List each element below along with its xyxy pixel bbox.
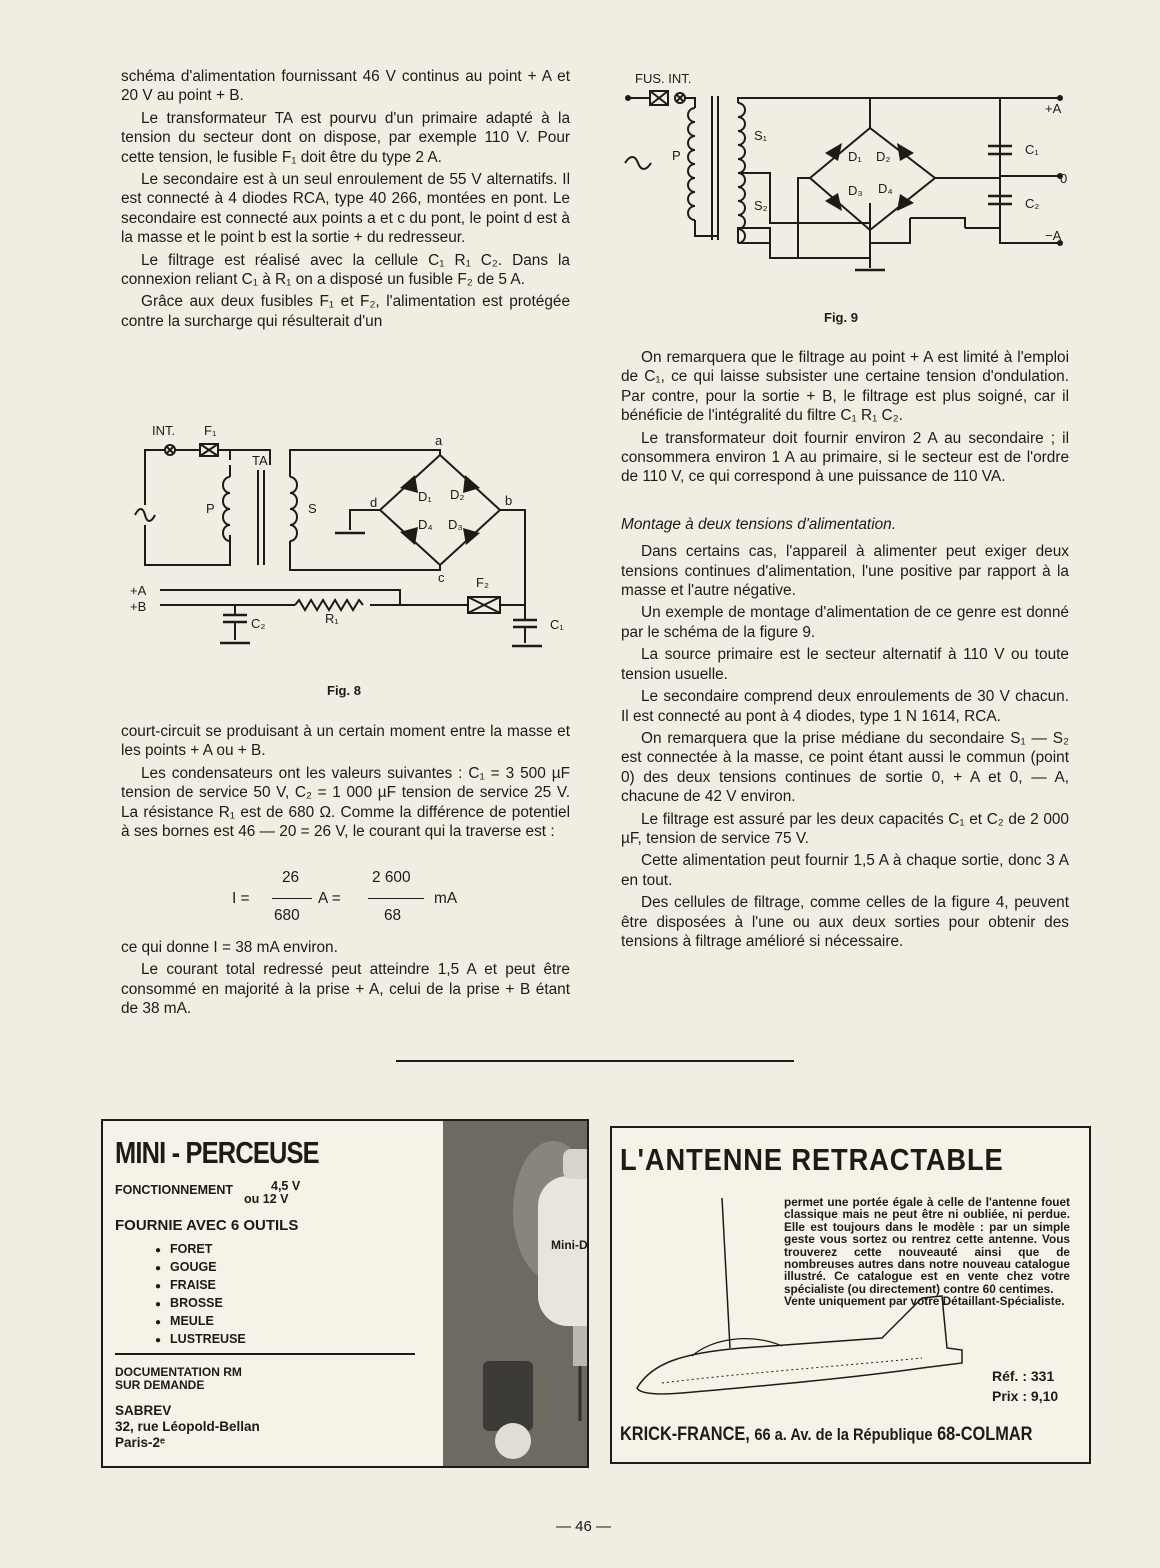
paragraph: Dans certains cas, l'appareil à alimenter peut exiger deux tensions continues d'alimentation, l'une positive par rapport à la masse et l'autre négative. <box>621 543 1069 600</box>
fig8-label-c: c <box>438 570 445 585</box>
fig8-label-plus-b: +B <box>130 599 147 614</box>
ad-right-price <box>992 1366 1058 1406</box>
left-column-top <box>121 67 570 334</box>
formula-num2: 2 600 <box>372 869 411 886</box>
ad-left-divider <box>115 1353 415 1355</box>
fig8-label-int: INT. <box>152 423 176 438</box>
ad-right-title: L'ANTENNE RETRACTABLE <box>620 1142 1004 1177</box>
footer-address: 66 a. Av. de la République <box>754 1425 933 1444</box>
formula-den2: 68 <box>384 907 402 924</box>
fig8-label-d1: D₁ <box>418 489 432 504</box>
paragraph: On remarquera que la prise médiane du secondaire S₁ — S₂ est connectée à la masse, ce point étant aussi le commun (point 0) des deux tensions continues de sortie 0, + A et 0, — A, chacune de 42 V environ. <box>621 729 1069 806</box>
fig9-label-s1: S₁ <box>754 128 768 143</box>
ad-left-addr1: 32, rue Léopold-Bellan <box>115 1419 260 1434</box>
fig8-label-f2: F₂ <box>476 575 489 590</box>
ad-mini-perceuse <box>101 1119 589 1468</box>
ad-antenne-retractable <box>610 1126 1091 1464</box>
footer-city: 68-COLMAR <box>937 1424 1033 1445</box>
right-column <box>621 348 1069 954</box>
ad-left-tools-list <box>155 1241 246 1349</box>
list-item: ● BROSSE <box>155 1295 246 1313</box>
fig9-label-p: P <box>672 148 681 163</box>
current-formula <box>222 867 522 935</box>
paragraph: ce qui donne I = 38 mA environ. <box>121 939 338 956</box>
left-column-end <box>121 938 570 1022</box>
fraction-bar <box>368 898 424 899</box>
paragraph: Le secondaire est à un seul enroulement de 55 V alternatifs. Il est connecté à 4 diodes RCA, type 40 266, montées en pont. Le secondaire est connecté aux points a et c du pont, le point d est à la masse et le point b est la sortie + du redresseur. <box>121 171 570 247</box>
page-number: — 46 — <box>556 1518 612 1535</box>
fig8-caption: Fig. 8 <box>327 683 361 698</box>
ad-left-func-v2: ou 12 V <box>244 1192 289 1206</box>
fig8-label-a: a <box>435 433 443 448</box>
formula-num1: 26 <box>282 869 300 886</box>
fig8-label-d4: D₄ <box>418 517 433 532</box>
figure-8-schematic <box>130 415 570 665</box>
ref-label: Réf. : <box>992 1368 1027 1384</box>
fig9-label-d4: D₄ <box>878 181 893 196</box>
paragraph: Les condensateurs ont les valeurs suivantes : C₁ = 3 500 µF tension de service 50 V, C₂ = 1 000 µF tension de service 25 V. La résistance R₁ est de 680 Ω. Comme la différence de potentiel à ses bornes est 46 — 20 = 26 V, le courant qui la traverse est : <box>121 764 570 841</box>
paragraph: schéma d'alimentation fournissant 46 V continus au point + A et 20 V au point + B. <box>121 68 570 105</box>
fig8-label-p: P <box>206 501 215 516</box>
paragraph: Un exemple de montage d'alimentation de ce genre est donné par le schéma de la figure 9. <box>621 604 1069 641</box>
fig8-label-s: S <box>308 501 317 516</box>
ad-left-addr2: Paris-2ᵉ <box>115 1435 166 1450</box>
fig8-label-d: d <box>370 495 378 510</box>
ad-right-body <box>784 1196 1070 1308</box>
ad-left-doc <box>115 1366 242 1392</box>
section-heading: Montage à deux tensions d'alimentation. <box>621 515 897 533</box>
paragraph: Le transformateur doit fournir environ 2 A au secondaire ; il consommera environ 1 A au primaire, si le secteur est de l'ordre de 110 V, ce qui correspond à une puissance de 110 VA. <box>621 429 1069 486</box>
fig9-label-c1: C₁ <box>1025 142 1039 157</box>
list-item: ● LUSTREUSE <box>155 1331 246 1349</box>
fig9-label-minus-a: −A <box>1045 228 1062 243</box>
paragraph: Des cellules de filtrage, comme celles de la figure 4, peuvent être disposées à l'une ou aux deux sorties pour obtenir des tensions à filtrage amélioré si nécessaire. <box>621 894 1069 950</box>
paragraph: Le secondaire comprend deux enroulements de 30 V chacun. Il est connecté au pont à 4 diodes, type 1 N 1614, RCA. <box>621 688 1069 725</box>
list-item: ● GOUGE <box>155 1259 246 1277</box>
formula-unit1: A = <box>318 890 341 907</box>
fig8-label-r1: R₁ <box>325 611 339 626</box>
list-item: ● MEULE <box>155 1313 246 1331</box>
fig9-label-zero: 0 <box>1060 171 1068 186</box>
paragraph: On remarquera que le filtrage au point + A est limité à l'emploi de C₁, ce qui laisse subsister une certaine tension d'ondulation. Par contre, pour la sortie + B, le filtrage est plus soigné, car il bénéficie de l'intégralité du filtre C₁ R₁ C₂. <box>621 349 1069 425</box>
paragraph: Grâce aux deux fusibles F₁ et F₂, l'alimentation est protégée contre la surcharge qui résulterait d'un <box>121 293 570 330</box>
fig8-label-ta: TA <box>252 453 268 468</box>
fig9-label-s2: S₂ <box>754 198 768 213</box>
prix-value: 9,10 <box>1030 1388 1059 1404</box>
fig9-label-c2: C₂ <box>1025 196 1040 211</box>
ref-value: 331 <box>1030 1368 1055 1384</box>
ad-left-tools-title: FOURNIE AVEC 6 OUTILS <box>115 1217 299 1234</box>
fig9-label-d1: D₁ <box>848 149 862 164</box>
fig9-label-d3: D₃ <box>848 183 863 198</box>
paragraph: Le filtrage est assuré par les deux capacités C₁ et C₂ de 2 000 µF, tension de service 75 V. <box>621 810 1069 847</box>
paragraph: Le transformateur TA est pourvu d'un primaire adapté à la tension du secteur dont on dispose, par exemple 110 V. Pour cette tension, le fusible F₁ doit être du type 2 A. <box>121 109 570 166</box>
formula-lhs: I = <box>232 890 250 907</box>
fig9-caption: Fig. 9 <box>824 310 858 325</box>
ad-left-doc-line2: SUR DEMANDE <box>115 1378 205 1392</box>
fig8-label-c2: C₂ <box>251 616 266 631</box>
ad-left-address <box>115 1403 260 1451</box>
fig8-label-f1: F₁ <box>204 423 217 438</box>
ad-left-doc-line1: DOCUMENTATION RM <box>115 1365 242 1379</box>
fig8-label-d2: D₂ <box>450 487 465 502</box>
paragraph: Le courant total redressé peut atteindre 1,5 A et peut être consommé en majorité à la prise + A, celui de la prise + B étant de 38 mA. <box>121 961 570 1018</box>
figure-9-schematic <box>620 68 1075 303</box>
ad-left-func-v1: 4,5 V <box>271 1179 301 1193</box>
list-item: ● FRAISE <box>155 1277 246 1295</box>
ad-left-func-label: FONCTIONNEMENT <box>115 1183 234 1197</box>
prix-label: Prix : <box>992 1388 1028 1404</box>
section-divider <box>396 1060 794 1062</box>
fig9-label-d2: D₂ <box>876 149 891 164</box>
formula-den1: 680 <box>274 907 300 924</box>
fig8-label-b: b <box>505 493 513 508</box>
fig9-label-plus-a: +A <box>1045 101 1062 116</box>
list-item: ● FORET <box>155 1241 246 1259</box>
fraction-bar <box>272 898 312 899</box>
fig8-label-d3: D₃ <box>448 517 463 532</box>
fig8-label-plus-a: +A <box>130 583 147 598</box>
fig8-label-c1: C₁ <box>550 617 564 632</box>
paragraph: Le filtrage est réalisé avec la cellule C₁ R₁ C₂. Dans la connexion reliant C₁ à R₁ on a disposé un fusible F₂ de 5 A. <box>121 251 570 289</box>
ad-right-body-text2: Vente uniquement par votre Détaillant-Spécialiste. <box>784 1294 1065 1309</box>
ad-left-title: MINI - PERCEUSE <box>115 1135 319 1170</box>
ad-right-footer <box>620 1424 1033 1446</box>
fig9-label-fus: FUS. INT. <box>635 71 692 86</box>
drill-photo <box>443 1121 587 1466</box>
paragraph: La source primaire est le secteur alternatif à 110 V ou toute tension usuelle. <box>621 646 1069 683</box>
drill-illustration <box>443 1121 587 1466</box>
paragraph: Cette alimentation peut fournir 1,5 A à chaque sortie, donc 3 A en tout. <box>621 852 1069 889</box>
ad-right-body-text: permet une portée égale à celle de l'antenne fouet classique mais ne peut être ni oubliée, ni perdue. Elle est toujours dans le modèle : par un simple geste vous sortez ou rentrez cette antenne. Vous trouverez cette nouveauté ainsi que de nombreuses autres dans notre nouveau catalogue illustré. Ce catalogue est en vente chez votre spécialiste (ou directement) contre 60 centimes. <box>784 1195 1070 1296</box>
left-column-bottom <box>121 722 570 844</box>
footer-company: KRICK-FRANCE, <box>620 1424 750 1445</box>
paragraph: court-circuit se produisant à un certain moment entre la masse et les points + A ou + B. <box>121 723 570 760</box>
formula-unit2: mA <box>434 890 458 907</box>
drill-label: Mini-D <box>551 1238 587 1252</box>
ad-left-company: SABREV <box>115 1403 172 1418</box>
